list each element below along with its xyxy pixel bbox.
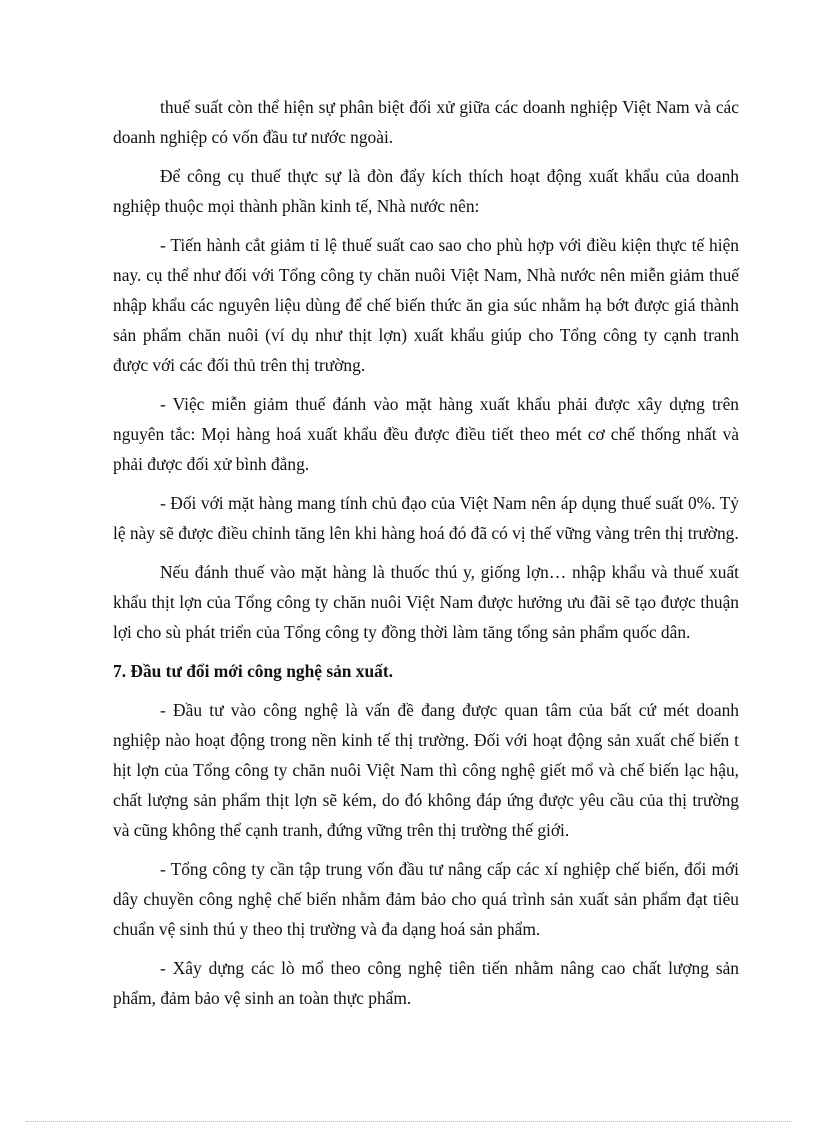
bullet-export-tax-principle: - Việc miễn giảm thuế đánh vào mặt hàng xuất khẩu phải được xây dựng trên nguyên tắc: Mọi hàng hoá xuất khẩu đều được điều tiết theo mét cơ chế thống nhất và phải được đối xử bình đẳng.	[113, 394, 739, 474]
paragraph-import-incentives: Nếu đánh thuế vào mặt hàng là thuốc thú y, giống lợn… nhập khẩu và thuế xuất khẩu thịt lợn của Tổng công ty chăn nuôi Việt Nam được hưởng ưu đãi sẽ tạo được thuận lợi cho sù phát triển của Tổng công ty đồng thời làm tăng tổng sản phẩm quốc dân.	[113, 562, 739, 642]
document-page	[113, 92, 739, 1022]
bullet-tax-reduction: - Tiến hành cắt giảm tỉ lệ thuế suất cao sao cho phù hợp với điều kiện thực tế hiện nay. cụ thể như đối với Tổng công ty chăn nuôi Việt Nam, Nhà nước nên miễn giảm thuế nhập khẩu các nguyên liệu dùng để chế biến thức ăn gia súc nhằm hạ bớt được giá thành sản phẩm chăn nuôi (ví dụ như thịt lợn) xuất khẩu giúp cho Tổng công ty cạnh tranh được với các đối thủ trên thị trường.	[113, 235, 739, 375]
paragraph-tax-tool: Để công cụ thuế thực sự là đòn đẩy kích thích hoạt động xuất khẩu của doanh nghiệp thuộc mọi thành phần kinh tế, Nhà nước nên:	[113, 166, 739, 216]
bullet-slaughterhouses: - Xây dựng các lò mổ theo công nghệ tiên tiến nhằm nâng cao chất lượng sản phẩm, đảm bảo vệ sinh an toàn thực phẩm.	[113, 958, 739, 1008]
section-heading: 7. Đầu tư đổi mới công nghệ sản xuất.	[113, 661, 393, 681]
paragraph-continuation: thuế suất còn thể hiện sự phân biệt đối xử giữa các doanh nghiệp Việt Nam và các doanh nghiệp có vốn đầu tư nước ngoài.	[113, 97, 739, 147]
bullet-zero-tax: - Đối với mặt hàng mang tính chủ đạo của Việt Nam nên áp dụng thuế suất 0%. Tỷ lệ này sẽ được điều chỉnh tăng lên khi hàng hoá đó đã có vị thế vững vàng trên thị trường.	[113, 493, 739, 543]
bullet-technology-investment: - Đầu tư vào công nghệ là vấn đề đang được quan tâm của bất cứ mét doanh nghiệp nào hoạt động trong nền kinh tế thị trường. Đối với hoạt động sản xuất chế biến t hịt lợn của Tổng công ty chăn nuôi Việt Nam thì công nghệ giết mổ và chế biến lạc hậu, chất lượng sản phẩm thịt lợn sẽ kém, do đó không đáp ứng được yêu cầu của thị trường và cũng không thể cạnh tranh, đứng vững trên thị trường thế giới.	[113, 700, 739, 840]
page-bottom-rule	[26, 1121, 792, 1122]
bullet-upgrade-factories: - Tổng công ty cần tập trung vốn đầu tư nâng cấp các xí nghiệp chế biến, đổi mới dây chuyền công nghệ chế biến nhằm đảm bảo cho quá trình sản xuất sản phẩm đạt tiêu chuẩn vệ sinh thú y theo thị trường và đa dạng hoá sản phẩm.	[113, 859, 739, 939]
